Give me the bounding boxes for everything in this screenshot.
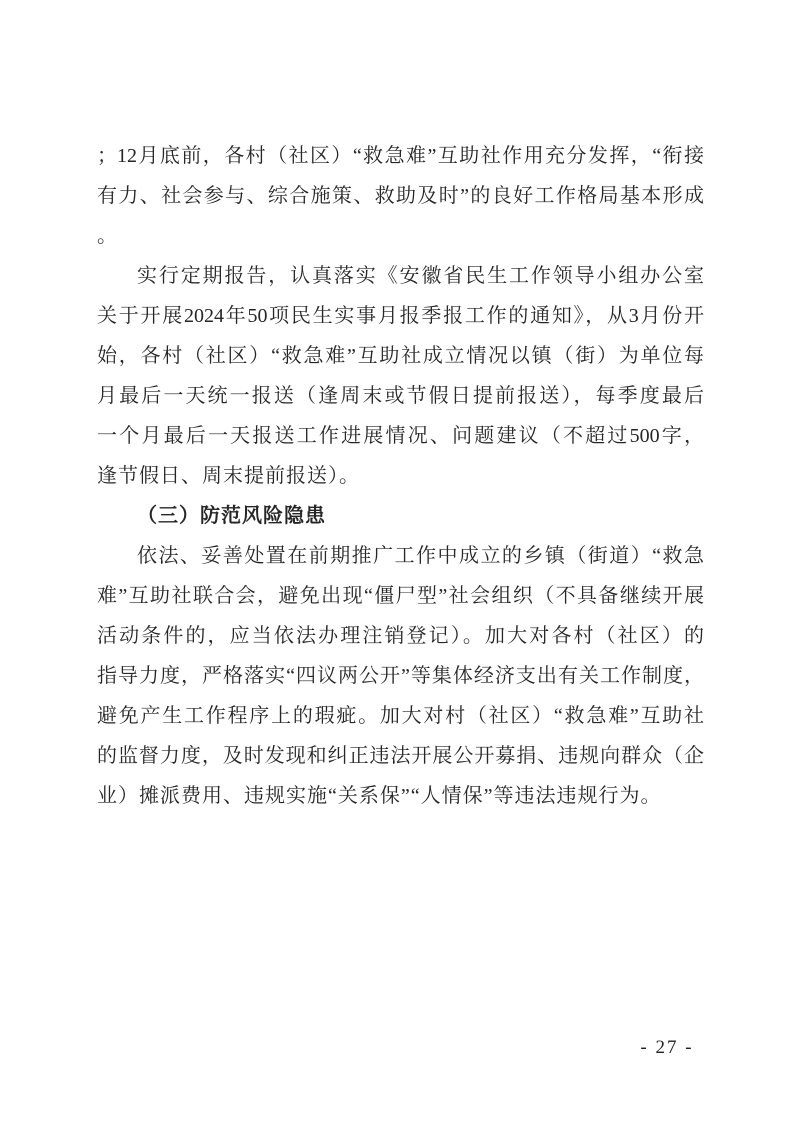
page-number: - 27 - [640,1037,694,1058]
body-line: 难”互助社联合会，避免出现“僵尸型”社会组织（不具备继续开展 [97,585,704,607]
body-line: 活动条件的，应当依法办理注销登记）。加大对各村（社区）的 [97,625,704,647]
body-line: 逢节假日、周末提前报送）。 [97,465,360,487]
body-line: 指导力度，严格落实“四议两公开”等集体经济支出有关工作制度， [97,665,704,687]
body-line: 一个月最后一天报送工作进展情况、问题建议（不超过500字， [97,425,704,447]
body-line: 。 [97,225,118,247]
body-line: 避免产生工作程序上的瑕疵。加大对村（社区）“救急难”互助社 [97,705,704,727]
body-line: 业）摊派费用、违规实施“关系保”“人情保”等违法违规行为。 [97,785,662,807]
body-line: 有力、社会参与、综合施策、救助及时”的良好工作格局基本形成 [97,185,704,207]
body-line: 实行定期报告，认真落实《安徽省民生工作领导小组办公室 [137,265,704,287]
body-line: 的监督力度，及时发现和纠正违法开展公开募捐、违规向群众（企 [97,745,704,767]
document-body [97,136,704,816]
section-heading: （三）防范风险隐患 [137,505,326,527]
body-line: 依法、妥善处置在前期推广工作中成立的乡镇（街道）“救急 [137,545,704,567]
body-line: 关于开展2024年50项民生实事月报季报工作的通知》，从3月份开 [97,305,704,327]
body-line: ；12月底前，各村（社区）“救急难”互助社作用充分发挥，“衔接 [97,145,704,167]
body-line: 月最后一天统一报送（逢周末或节假日提前报送），每季度最后 [97,385,704,407]
body-line: 始，各村（社区）“救急难”互助社成立情况以镇（街）为单位每 [97,345,704,367]
